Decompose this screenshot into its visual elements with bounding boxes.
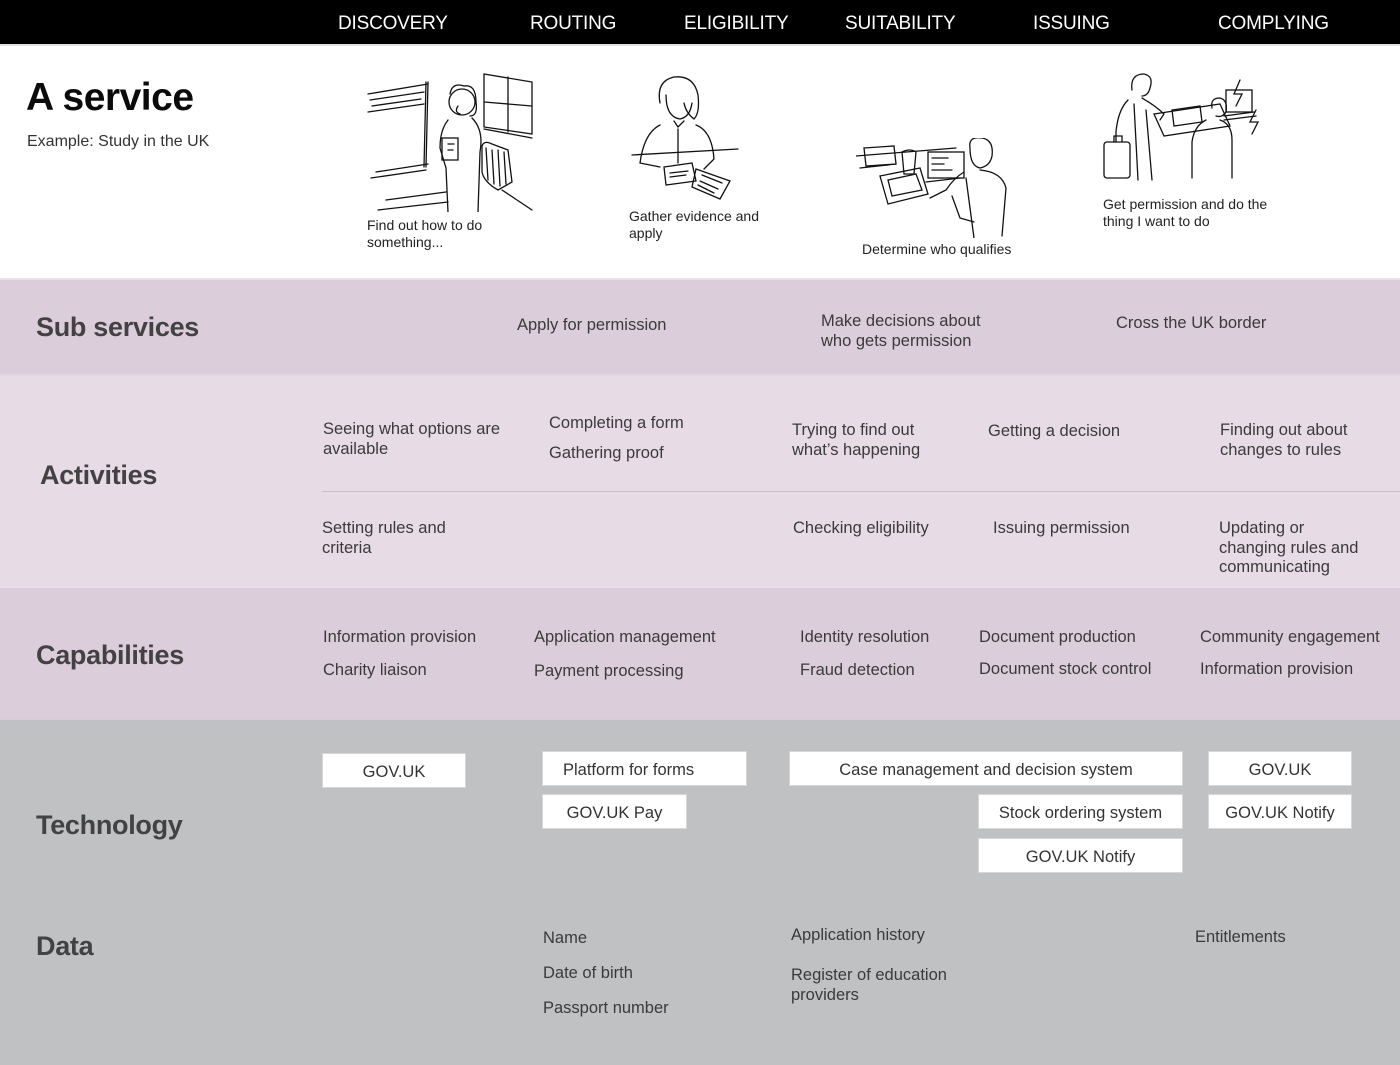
activity-item: Completing a form bbox=[549, 414, 684, 432]
data-item: Passport number bbox=[543, 999, 669, 1017]
sub-services-band bbox=[0, 278, 1400, 374]
technology-box: GOV.UK Pay bbox=[542, 794, 687, 829]
activity-item: Trying to find out what’s happening bbox=[792, 421, 921, 459]
illustration-caption-routing: Gather evidence and apply bbox=[629, 208, 759, 241]
capability-item: Information provision bbox=[1200, 660, 1354, 678]
activity-item: Checking eligibility bbox=[793, 519, 929, 537]
phase-discovery: DISCOVERY bbox=[338, 13, 448, 34]
activity-item: Issuing permission bbox=[993, 519, 1130, 537]
activity-item: Updating or changing rules and communicating bbox=[1219, 519, 1359, 576]
technology-box: Stock ordering system bbox=[978, 794, 1183, 829]
technology-box: GOV.UK Notify bbox=[978, 838, 1183, 873]
phase-issuing: ISSUING bbox=[1033, 13, 1110, 34]
technology-box: GOV.UK bbox=[322, 753, 466, 788]
activities-divider bbox=[322, 491, 1400, 492]
phase-header bbox=[0, 0, 1400, 46]
technology-box: Case management and decision system bbox=[789, 751, 1183, 786]
phase-complying: COMPLYING bbox=[1218, 13, 1329, 34]
technology-box: GOV.UK Notify bbox=[1208, 794, 1352, 829]
phase-suitability: SUITABILITY bbox=[845, 13, 956, 34]
capability-item: Fraud detection bbox=[800, 661, 915, 679]
person-at-computer-illustration bbox=[856, 138, 1011, 238]
capabilities-band bbox=[0, 586, 1400, 718]
capability-item: Payment processing bbox=[534, 662, 684, 680]
technology-data-band bbox=[0, 718, 1400, 1065]
activity-item: Gathering proof bbox=[549, 444, 664, 462]
traveller-at-border-desk-illustration bbox=[1100, 70, 1260, 185]
activity-item: Getting a decision bbox=[988, 422, 1121, 440]
data-item: Application history bbox=[791, 926, 925, 944]
capability-item: Information provision bbox=[323, 628, 477, 646]
data-item: Register of education providers bbox=[791, 966, 947, 1004]
illustration-caption-issuing: Get permission and do the thing I want to do bbox=[1103, 196, 1268, 229]
phase-routing: ROUTING bbox=[530, 13, 617, 34]
sub-services-label: Sub services bbox=[36, 312, 200, 342]
sub-service-item: Make decisions about who gets permission bbox=[821, 312, 981, 350]
technology-box: Platform for forms bbox=[542, 751, 747, 786]
person-filling-form-illustration bbox=[630, 73, 742, 203]
technology-box: GOV.UK bbox=[1208, 751, 1352, 786]
capability-item: Document stock control bbox=[979, 660, 1152, 678]
capability-item: Document production bbox=[979, 628, 1136, 646]
phase-eligibility: ELIGIBILITY bbox=[684, 13, 789, 34]
capability-item: Community engagement bbox=[1200, 628, 1380, 646]
sub-service-item: Cross the UK border bbox=[1116, 314, 1267, 332]
data-item: Name bbox=[543, 929, 588, 947]
illustration-caption-discovery: Find out how to do something... bbox=[367, 217, 483, 250]
person-reading-document-illustration bbox=[366, 72, 536, 212]
technology-label: Technology bbox=[36, 810, 183, 840]
data-label: Data bbox=[36, 931, 94, 961]
sub-service-item: Apply for permission bbox=[517, 316, 667, 334]
capability-item: Application management bbox=[534, 628, 716, 646]
page-title: A service bbox=[26, 76, 194, 119]
activity-item: Seeing what options are available bbox=[323, 420, 501, 458]
activities-band bbox=[0, 374, 1400, 586]
page-subtitle: Example: Study in the UK bbox=[27, 133, 210, 150]
intro-section bbox=[0, 48, 1400, 278]
data-item: Entitlements bbox=[1195, 928, 1286, 946]
capability-item: Identity resolution bbox=[800, 628, 930, 646]
activity-item: Setting rules and criteria bbox=[322, 519, 446, 557]
activity-item: Finding out about changes to rules bbox=[1220, 421, 1348, 459]
data-item: Date of birth bbox=[543, 964, 633, 982]
capabilities-label: Capabilities bbox=[36, 640, 184, 670]
capability-item: Charity liaison bbox=[323, 661, 427, 679]
activities-label: Activities bbox=[40, 460, 158, 490]
illustration-caption-eligibility: Determine who qualifies bbox=[862, 241, 1012, 257]
